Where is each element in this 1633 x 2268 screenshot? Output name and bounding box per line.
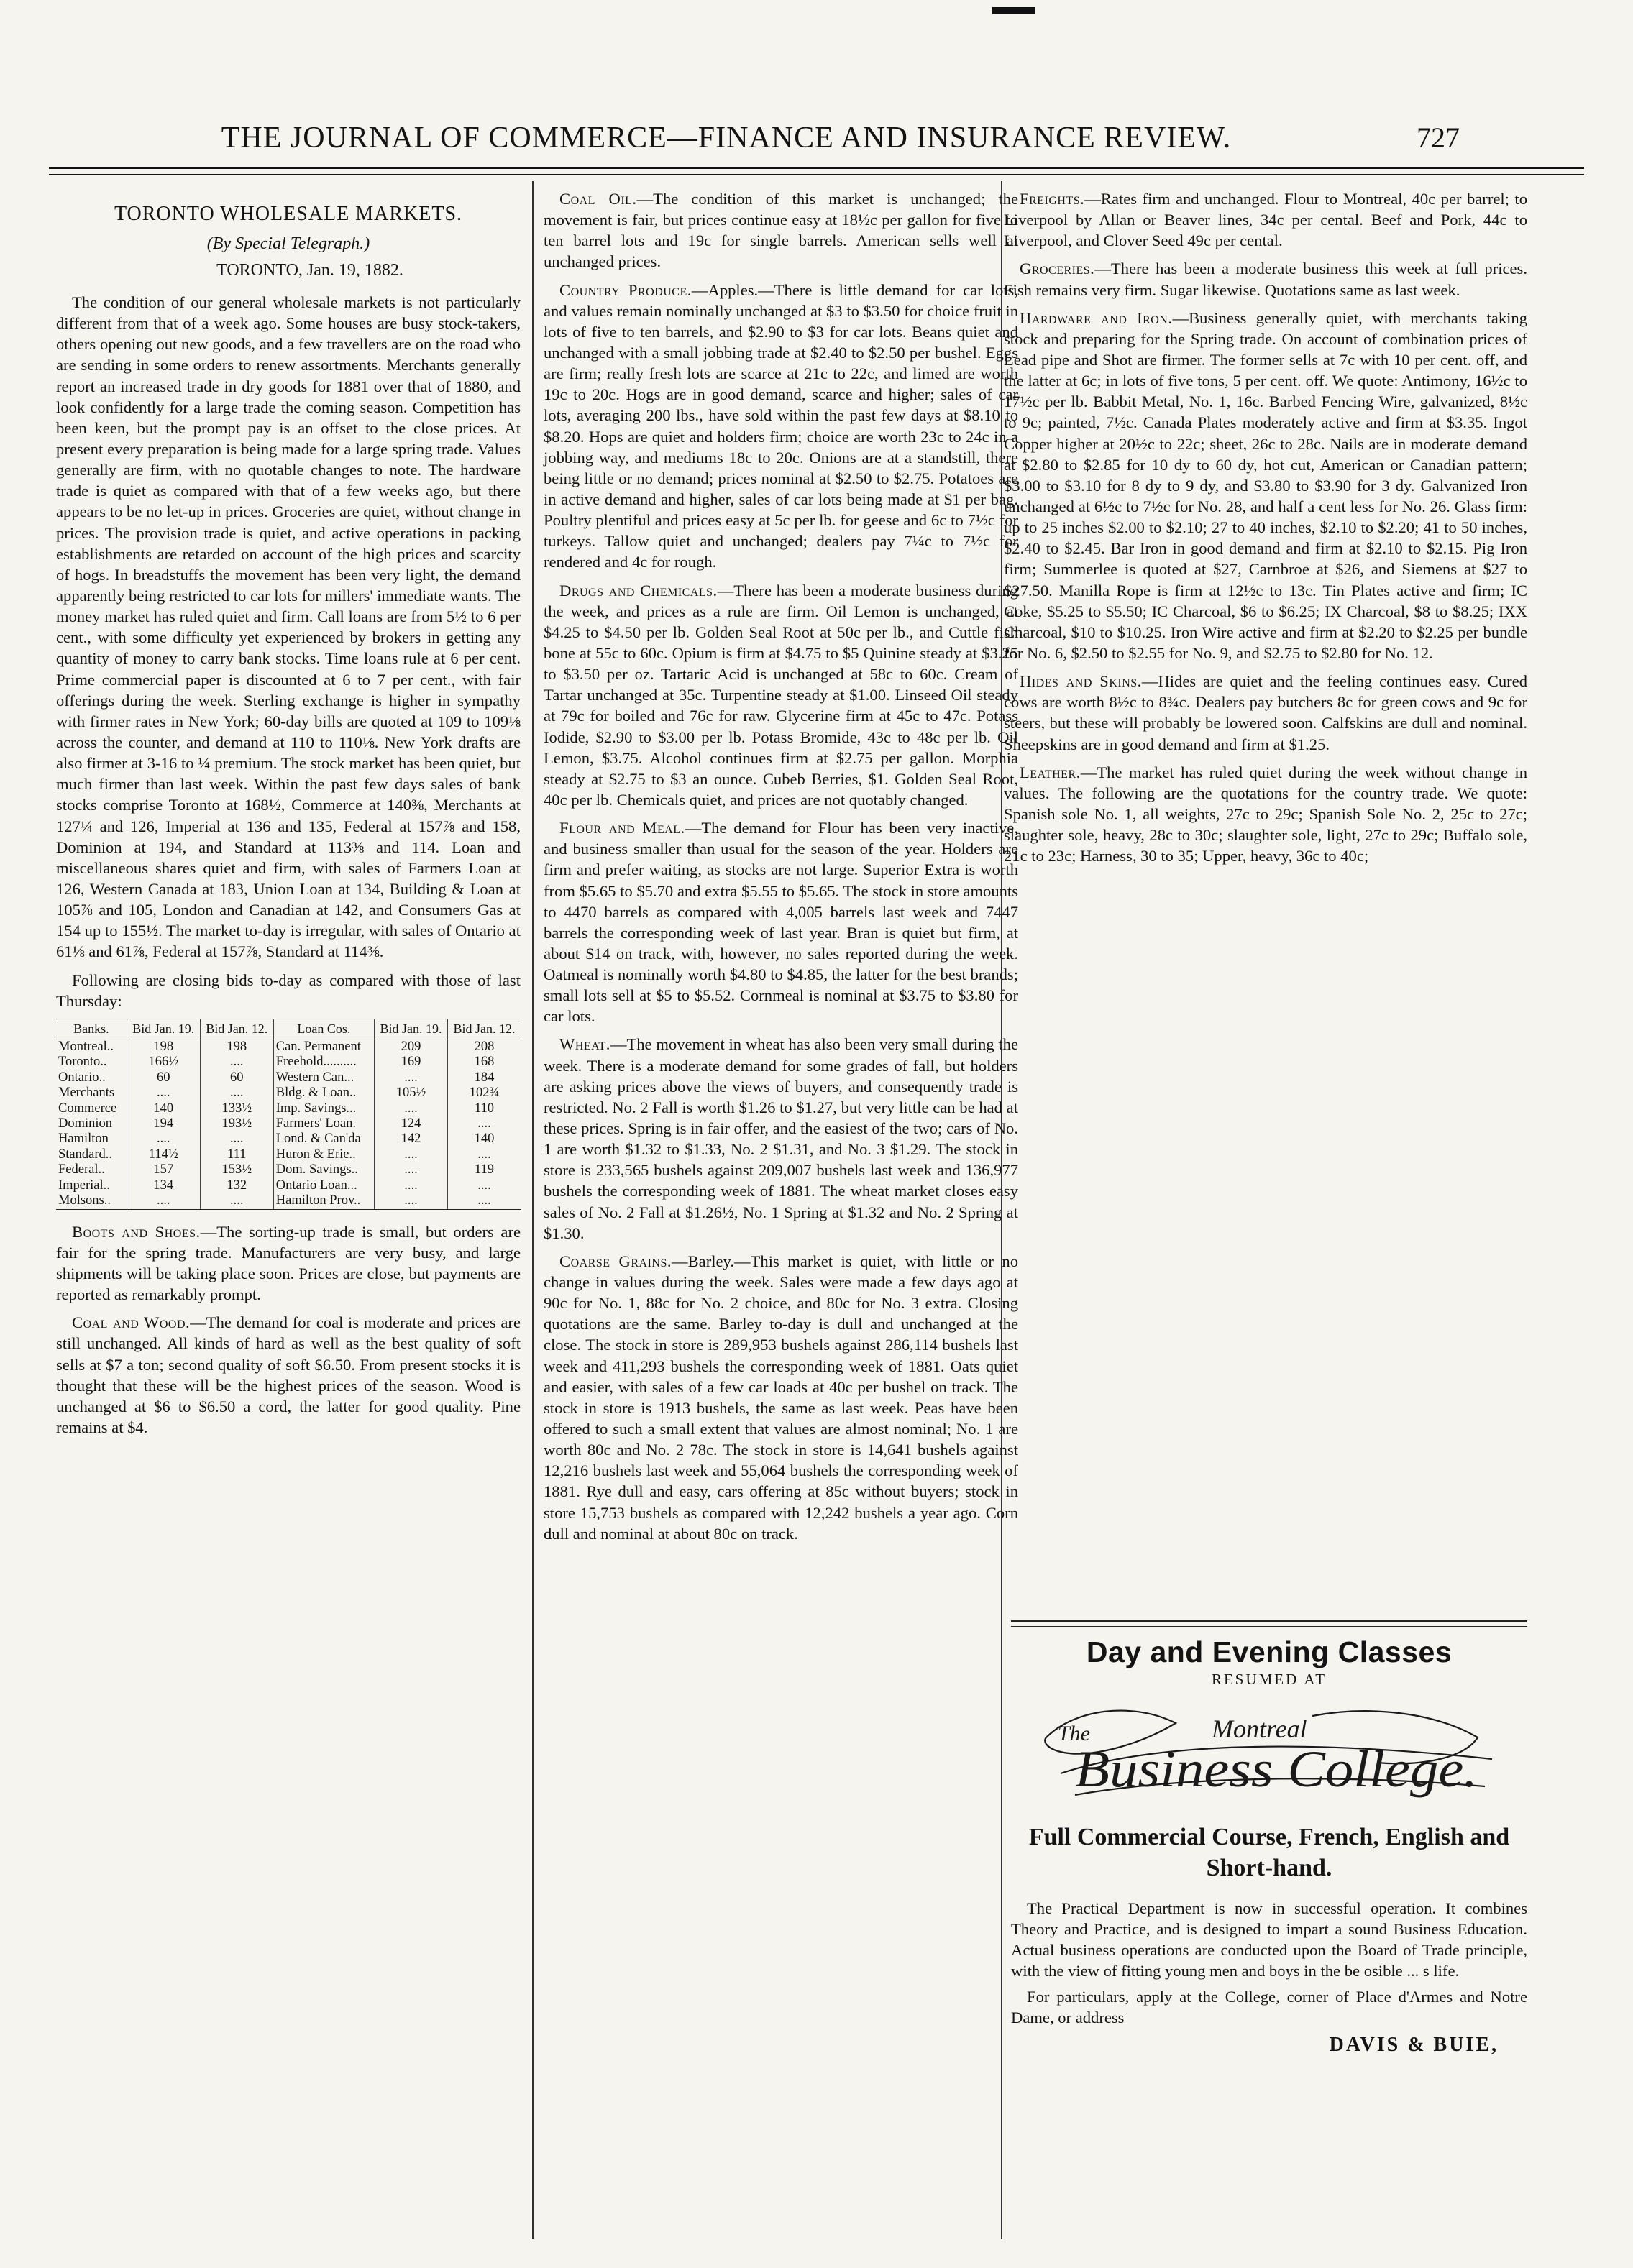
section-flour-and-meal: Flour and Meal.—The demand for Flour has been very inactive, and business smaller than usual for the season of the year. Holders are firm and prefer waiting, as stocks are not large. Superior Extra is worth from $5.65 to $5.70 and extra $5.55 to $5.65. The stock in store amounts to 4470 barrels as compared with 4,005 barrels last week and 7447 barrels the corresponding week of last year. Bran is quiet but firm, at about $14 on track, with, however, no sales reported during the week. Oatmeal is nominally worth $4.80 to $4.85, the latter for the best brands; small lots sell at $5 to $5.52. Cornmeal is nominal at $3.75 to $3.80 for car lots. xyxy=(544,819,1018,1026)
section-hides-and-skins: Hides and Skins.—Hides are quiet and the feeling continues easy. Cured cows are worth 8½c to 8¾c. Dealers pay butchers 8c for green cows and 9c for steers, but these will probably be lowered soon. Calfskins are dull and nominal. Sheepskins are in good demand and firm at $1.25. xyxy=(1004,672,1527,753)
section-head: Flour and Meal. xyxy=(559,819,685,837)
bank-cell: Montreal.. xyxy=(56,1039,127,1055)
loan-bid-jan-12-cell: .... xyxy=(477,1177,491,1193)
print-mark xyxy=(992,7,1035,14)
header-rule xyxy=(49,167,1584,169)
bank-bid-jan-12-cell: .... xyxy=(200,1055,273,1070)
loan-co-cell: Huron & Erie.. xyxy=(273,1147,374,1162)
loan-co-cell: Dom. Savings.. xyxy=(273,1162,374,1177)
loan-co-cell: Imp. Savings... xyxy=(273,1101,374,1116)
loan-bid-jan-19-cell: .... xyxy=(375,1070,448,1085)
section-coarse-grains: Coarse Grains.—Barley.—This market is quiet, with little or no change in values during the week. Sales were made a few days ago at 90c for No. 1, 88c for No. 2 choice, and 80c for No. 3 extra. Closing quotations are the same. Barley to-day is dull and unchanged at the close. The stock in store is 289,953 bushels against 286,114 bushels last week and 411,293 bushels the corresponding week of 1881. Oats quiet and easier, with sales of a few car loads at 40c per bushel on track. The stock in store is 1913 bushels, the same as last week. Peas have been offered to such a small extent that values are almost nominal; No. 1 are worth 80c and No. 2 78c. The stock in store is 14,641 bushels against 12,216 bushels last week and 55,064 bushels the corresponding week of 1881. Rye dull and easy, cars offering at 85c without buyers; stock in store 15,753 bushels as compared with 12,242 bushels a year ago. Corn dull and nominal at about 80c on track. xyxy=(544,1252,1018,1543)
bank-cell: Merchants xyxy=(56,1085,127,1101)
advertisement-rule xyxy=(1011,1626,1527,1627)
page-header-title: THE JOURNAL OF COMMERCE—FINANCE AND INSURANCE REVIEW. xyxy=(221,121,1232,155)
table-row xyxy=(56,1070,521,1085)
bank-bid-jan-19-cell: 194 xyxy=(127,1116,200,1131)
section-country-produce: Country Produce.—Apples.—There is little demand for car lots, and values remain nominally unchanged at $3 to $3.50 for choice fruit in lots of five to ten barrels, and $2.90 to $3 for car lots. Beans quiet and unchanged with a small jobbing trade at $2.40 to $2.50 per bushel. Eggs are firm; really fresh lots are scarce at 21c to 22c, and limed are worth 19c to 20c. Hogs are in good demand, scarce and higher; sales of car lots, averaging 200 lbs., have sold within the past few days at $8.10 to $8.20. Hops are quiet and holders firm; choice are worth 23c to 24c in a jobbing way, and mediums 18c to 20c. Onions are at a standstill, there being little or no demand; prices nominal at $2.50 to $2.75. Potatoes are in active demand and higher, sales of car lots being made at $1 per bag. Poultry plentiful and prices easy at 5c per lb. for geese and 6c to 7½c for turkeys. Tallow quiet and unchanged; dealers pay 7¼c to 7½c for rendered and 4c for rough. xyxy=(544,280,1018,571)
header-rule-thin xyxy=(49,174,1584,175)
bank-bid-jan-12-cell: .... xyxy=(200,1131,273,1147)
section-drugs-and-chemicals: Drugs and Chemicals.—There has been a moderate business during the week, and prices as a rule are firm. Oil Lemon is unchanged, at $4.25 to $4.50 per lb. Golden Seal Root at 50c per lb., and Cuttle fish bone at 55c to 60c. Opium is firm at $4.75 to $5 Quinine steady at $3.25 to $3.50 per oz. Tartaric Acid is unchanged at 58c to 60c. Cream of Tartar unchanged at 35c. Turpentine steady at $1.00. Linseed Oil steady at 79c for boiled and 76c for raw. Glycerine firm at 45c to 47c. Potass Iodide, $2.90 to $3.00 per lb. Potass Bromide, 43c to 48c per lb. Oil Lemon, $3.75. Alcohol continues firm at $2.75 per gallon. Morphia steady at $2.75 to $3 an ounce. Cubeb Berries, $1. Golden Seal Root, 40c per lb. Chemicals quiet, and prices are not quotably changed. xyxy=(544,581,1018,809)
loan-bid-jan-19-cell: 142 xyxy=(375,1131,448,1147)
svg-text:The: The xyxy=(1058,1722,1090,1745)
loan-bid-jan-19-cell: 169 xyxy=(375,1055,448,1070)
section-coal-and-wood: Coal and Wood.—The demand for coal is moderate and prices are still unchanged. All kinds of hard as well as the best quality of soft sells at $7 a ton; second quality of soft $6.50. From present stocks it is thought that these will be the highest prices of the season. Wood is unchanged at $6 to $6.50 a cord, the latter for good quality. Pine remains at $4. xyxy=(56,1313,521,1436)
header-loan-bid-jan-12: Bid Jan. 12. xyxy=(448,1019,521,1039)
section-head: Coal Oil. xyxy=(559,190,637,208)
bank-bid-jan-12-cell: .... xyxy=(200,1085,273,1101)
header-banks: Banks. xyxy=(56,1019,127,1039)
section-coal-oil: Coal Oil.—The condition of this market is unchanged; the movement is fair, but prices continue easy at 18½c per gallon for five to ten barrel lots and 19c for single barrels. American sells well at unchanged prices. xyxy=(544,190,1018,271)
header-loan-bid-jan-19: Bid Jan. 19. xyxy=(375,1019,448,1039)
bank-bid-jan-19-cell: .... xyxy=(127,1085,200,1101)
section-head: Freights. xyxy=(1020,190,1085,208)
bids-table xyxy=(56,1019,521,1210)
loan-bid-jan-19-cell: .... xyxy=(375,1162,448,1177)
loan-co-cell: Western Can... xyxy=(273,1070,374,1085)
ad-subtitle: RESUMED AT xyxy=(1211,1671,1327,1688)
column-divider xyxy=(532,181,534,2239)
section-boots-and-shoes: Boots and Shoes.—The sorting-up trade is small, but orders are fair for the spring trade. Manufacturers are very busy, and large shipments will be taking place soon. Prices are close, but payments are reported as remarkably prompt. xyxy=(56,1222,521,1304)
bids-table-body xyxy=(56,1039,521,1209)
bank-cell: Toronto.. xyxy=(56,1055,127,1070)
loan-bid-jan-12-cell: 208 xyxy=(474,1039,495,1054)
ad-signature: DAVIS & BUIE, xyxy=(1329,2033,1499,2056)
section-groceries: Groceries.—There has been a moderate business this week at full prices. Fish remains very firm. Sugar likewise. Quotations same as last week. xyxy=(1004,260,1527,299)
bank-bid-jan-19-cell: 134 xyxy=(127,1178,200,1193)
loan-co-cell: Ontario Loan... xyxy=(273,1178,374,1193)
loan-co-cell: Hamilton Prov.. xyxy=(273,1193,374,1209)
section-head: Leather. xyxy=(1020,763,1081,781)
college-logo xyxy=(1032,1694,1506,1809)
table-row xyxy=(56,1085,521,1101)
page-number: 727 xyxy=(1417,121,1460,154)
bank-cell: Imperial.. xyxy=(56,1178,127,1193)
bank-cell: Dominion xyxy=(56,1116,127,1131)
bank-bid-jan-12-cell: 111 xyxy=(200,1147,273,1162)
article-title: TORONTO WHOLESALE MARKETS. xyxy=(114,203,463,225)
header-loan-cos: Loan Cos. xyxy=(273,1019,374,1039)
section-text: The movement in wheat has also been very small during the week. There is a moderate demand for some grades of fall, but holders are asking prices above the views of buyers, and consequently trade is restricted. No. 2 Fall is worth $1.26 to $1.27, but very little can be had at these prices. Spring is in fair offer, and the easiest of the two; cars of No. 1 are worth $1.32 to $1.33, No. 2 $1.31, and No. 3 $1.29. The stock in store is 233,565 bushels against 209,007 bushels last week and 136,977 bushels the corresponding week of 1881. The wheat market closes easy sales of No. 2 Fall at $1.26½, No. 1 Spring at $1.32 and No. 2 Spring at $1.30. xyxy=(544,1035,1018,1242)
section-head: Coarse Grains. xyxy=(559,1252,672,1270)
section-text: There has been a moderate business during the week, and prices as a rule are firm. Oil Lemon is unchanged, at $4.25 to $4.50 per lb. Golden Seal Root at 50c per lb., and Cuttle fish bone at 55c to 60c. Opium is firm at $4.75 to $5 Quinine steady at $3.25 to $3.50 per oz. Tartaric Acid is unchanged at 58c to 60c. Cream of Tartar unchanged at 35c. Turpentine steady at $1.00. Linseed Oil steady at 79c for boiled and 76c for raw. Glycerine firm at 45c to 47c. Potass Iodide, $2.90 to $3.00 per lb. Potass Bromide, 43c to 48c per lb. Oil Lemon, $3.75. Alcohol continues firm at $2.75 per gallon. Morphia steady at $2.75 to $3 an ounce. Cubeb Berries, $1. Golden Seal Root, 40c per lb. Chemicals quiet, and prices are not quotably changed. xyxy=(544,581,1018,809)
loan-co-cell: Farmers' Loan. xyxy=(273,1116,374,1131)
bank-cell: Standard.. xyxy=(56,1147,127,1162)
section-wheat: Wheat.—The movement in wheat has also been very small during the week. There is a moderate demand for some grades of fall, but holders are asking prices above the views of buyers, and consequently trade is restricted. No. 2 Fall is worth $1.26 to $1.27, but very little can be had at these prices. Spring is in fair offer, and the easiest of the two; cars of No. 1 are worth $1.32 to $1.33, No. 2 $1.31, and No. 3 $1.29. The stock in store is 233,565 bushels against 209,007 bushels last week and 136,977 bushels the corresponding week of 1881. The wheat market closes easy sales of No. 2 Fall at $1.26½, No. 1 Spring at $1.32 and No. 2 Spring at $1.30. xyxy=(544,1035,1018,1242)
section-leather: Leather.—The market has ruled quiet during the week without change in values. The following are the quotations for the country trade. We quote: Spanish sole No. 1, all weights, 27c to 29c; Spanish Sole No. 2, 25c to 27c; slaughter sole, heavy, 28c to 30c; slaughter sole, light, 27c to 29c; Buffalo sole, 21c to 23c; Harness, 30 to 35; Upper, heavy, 36c to 40c; xyxy=(1004,763,1527,866)
section-text: Rates firm and unchanged. Flour to Montreal, 40c per barrel; to Liverpool by Allan or Beaver lines, 34c per cental. Beef and Pork, 44c to Liverpool, and Clover Seed 49c per cental. xyxy=(1004,190,1527,250)
section-head: Drugs and Chemicals. xyxy=(559,581,718,600)
bank-cell: Commerce xyxy=(56,1101,127,1116)
bank-bid-jan-19-cell: .... xyxy=(127,1131,200,1147)
loan-bid-jan-12-cell: 184 xyxy=(474,1070,495,1085)
advertisement-rule xyxy=(1011,1620,1527,1622)
section-text: The demand for Flour has been very inactive, and business smaller than usual for the season of the year. Holders are firm and prefer waiting, as stocks are not large. Superior Extra is worth from $5.65 to $5.70 and extra $5.55 to $5.65. The stock in store amounts to 4470 barrels as compared with 4,005 barrels last week and 7447 barrels the corresponding week of last year. Bran is quiet but firm, at about $14 on track, with, however, no sales reported during the week. Oatmeal is nominally worth $4.80 to $4.85, the latter for the best brands; small lots sell at $5 to $5.52. Cornmeal is nominal at $3.75 to $3.80 for car lots. xyxy=(544,819,1018,1026)
bank-cell: Ontario.. xyxy=(56,1070,127,1085)
bank-cell: Federal.. xyxy=(56,1162,127,1177)
ad-contact: For particulars, apply at the College, corner of Place d'Armes and Notre Dame, or address xyxy=(1011,1987,1527,2026)
loan-bid-jan-12-cell: 140 xyxy=(474,1131,495,1147)
section-text: The market has ruled quiet during the week without change in values. The following are the quotations for the country trade. We quote: Spanish sole No. 1, all weights, 27c to 29c; Spanish Sole No. 2, 25c to 27c; slaughter sole, heavy, 28c to 30c; slaughter sole, light, 27c to 29c; Buffalo sole, 21c to 23c; Harness, 30 to 35; Upper, heavy, 36c to 40c; xyxy=(1004,763,1527,866)
loan-bid-jan-12-cell: 168 xyxy=(474,1055,495,1070)
bank-bid-jan-19-cell: 166½ xyxy=(127,1055,200,1070)
section-head: Wheat. xyxy=(559,1035,610,1054)
section-head: Country Produce. xyxy=(559,280,692,299)
table-row xyxy=(56,1178,521,1193)
article-intro: The condition of our general wholesale markets is not particularly different from that of a week ago. Some houses are busy stock-takers, others opening out new goods, and a few travellers are on the road who are sending in some orders to renew assortments. Merchants generally report an increased trade in dry goods for 1881 over that of 1880, and look confidently for a large trade the coming season. Competition has been keen, but the prompt pay is an offset to the close prices. At present every preparation is being made for a large spring trade. Values generally are firm, with no quotable changes to note. The hardware trade is quiet as compared with that of a few weeks ago, but there appears to be no let-up in prices. Groceries are quiet, without change in prices. The provision trade is quiet, and active operations in packing establishments are retarded on account of the high prices and scarcity of hogs. In breadstuffs the movement has been very light, the demand apparently being restricted to car lots for millers' immediate wants. The money market has ruled quiet and firm. Call loans are from 5½ to 6 per cent., with some difficulty yet experienced by brokers in getting any quantity of money to carry bank stocks. Time loans rule at 6 per cent. Prime commercial paper is discounted at 6 to 7 per cent., with fair offerings during the week. Sterling exchange is higher in sympathy with firmer rates in New York; 60-day bills are quoted at 109 to 109⅛ across the counter, and demand at 110 to 110⅛. New York drafts are also firmer at 3-16 to ¼ premium. The stock market has been quiet, but much firmer than last week. Within the past few days sales of bank stocks comprise Toronto at 168½, Commerce at 140⅜, Merchants at 127¼ and 126, Imperial at 136 and 135, Federal at 157⅞ and 158, Dominion at 194, and Standard at 113⅜ and 114. Loan and miscellaneous shares quiet and firm, with sales of Farmers Loan at 126, Western Canada at 183, Union Loan at 134, Building & Loan at 105⅞ and 105, London and Canadian at 142, and Consumers Gas at 154 up to 155½. The market to-day is irregular, with sales of Ontario at 61⅛ and 61⅞, Federal at 157⅞, Standard at 114⅜. xyxy=(56,293,521,961)
table-header-row xyxy=(56,1019,521,1039)
section-text: Apples.—There is little demand for car lots, and values remain nominally unchanged at $3 to $3.50 for choice fruit in lots of five to ten barrels, and $2.90 to $3 for car lots. Beans quiet and unchanged with a small jobbing trade at $2.40 to $2.50 per bushel. Eggs are firm; really fresh lots are scarce at 21c to 22c, and limed are worth 19c to 20c. Hogs are in good demand, scarce and higher; sales of car lots, averaging 200 lbs., have sold within the past few days at $8.10 to $8.20. Hops are quiet and holders firm; choice are worth 23c to 24c in a jobbing way, and mediums 18c to 20c. Onions are at a standstill, there being little or no demand; prices nominal at $2.50 to $2.75. Potatoes are in active demand and higher, sales of car lots being made at $1 per bag. Poultry plentiful and prices easy at 5c per lb. for geese and 6c to 7½c for turkeys. Tallow quiet and unchanged; dealers pay 7¼c to 7½c for rendered and 4c for rough. xyxy=(544,280,1018,571)
bank-cell: Molsons.. xyxy=(56,1193,127,1209)
table-intro: Following are closing bids to-day as compared with those of last Thursday: xyxy=(56,970,521,1010)
loan-bid-jan-19-cell: 105½ xyxy=(375,1085,448,1101)
section-head: Hides and Skins. xyxy=(1020,672,1142,691)
section-text: The sorting-up trade is small, but orders are fair for the spring trade. Manufacturers are very busy, and large shipments will be taking place soon. Prices are close, but payments are reported as remarkably prompt. xyxy=(56,1222,521,1304)
table-row xyxy=(56,1039,521,1055)
column-1 xyxy=(56,188,521,1445)
bank-bid-jan-19-cell: .... xyxy=(127,1193,200,1209)
loan-bid-jan-12-cell: 110 xyxy=(474,1101,495,1116)
bank-bid-jan-12-cell: 60 xyxy=(200,1070,273,1085)
bank-bid-jan-12-cell: .... xyxy=(200,1193,273,1209)
section-text: The condition of this market is unchanged; the movement is fair, but prices continue easy at 18½c per gallon for five to ten barrel lots and 19c for single barrels. American sells well at unchanged prices. xyxy=(544,190,1018,271)
loan-bid-jan-19-cell: .... xyxy=(375,1193,448,1209)
svg-text:Business College.: Business College. xyxy=(1075,1740,1478,1798)
ad-title: Day and Evening Classes xyxy=(1086,1635,1453,1668)
table-row xyxy=(56,1147,521,1162)
header-bid-jan-19: Bid Jan. 19. xyxy=(127,1019,200,1039)
loan-co-cell: Can. Permanent xyxy=(273,1039,374,1055)
bank-cell: Hamilton xyxy=(56,1131,127,1147)
article-subtitle: (By Special Telegraph.) xyxy=(206,234,370,254)
loan-bid-jan-12-cell: .... xyxy=(477,1147,491,1162)
section-head: Coal and Wood. xyxy=(72,1313,191,1332)
section-head: Hardware and Iron. xyxy=(1020,308,1173,327)
section-head: Groceries. xyxy=(1020,260,1095,278)
bank-bid-jan-19-cell: 198 xyxy=(127,1039,200,1055)
header-bid-jan-12: Bid Jan. 12. xyxy=(200,1019,273,1039)
ad-course: Full Commercial Course, French, English and Short-hand. xyxy=(1028,1824,1510,1881)
section-text: Business generally quiet, with merchants taking stock and preparing for the Spring trade. On account of combination prices of Lead pipe and Shot are firmer. The former sells at 7c with 10 per cent. off, and the latter at 6c; in lots of five tons, 5 per cent. off. We quote: Antimony, 16½c to 17½c per lb. Babbit Metal, No. 1, 16c. Barbed Fencing Wire, galvanized, 8½c to 9c; painted, 7½c. Canada Plates moderately active and firm at $3.35. Ingot Copper higher at 20½c to 22c; sheet, 26c to 28c. Nails are in moderate demand at $2.80 to $2.85 for 10 dy to 60 dy, hot cut, American or Canadian pattern; $3.00 to $3.10 for 8 dy to 9 dy, and $3.80 to $3.90 for 3 dy. Galvanized Iron unchanged at 6½c to 7½c for No. 28, and half a cent less for No. 26. Glass firm: up to 25 inches $2.00 to $2.10; 27 to 40 inches, $2.10 to $2.20; 41 to 50 inches, $2.40 to $2.45. Bar Iron in good demand and firm at $2.10 to $2.15. Pig Iron firm; Summerlee is quoted at $27, Carnbroe at $26, and Siemens at $27 to $27.50. Manilla Rope is firm at 12½c to 13c. Tin Plates active and firm; IC Coke, $5.25 to $5.50; IC Charcoal, $6 to $6.25; IX Charcoal, $8 to $8.25; IXX Charcoal, $10 to $10.25. Iron Wire active and firm at $2.20 to $2.25 per bundle for No. 6, $2.50 to $2.55 for No. 9, and $2.75 to $2.80 for No. 12. xyxy=(1004,308,1527,662)
column-3 xyxy=(1004,188,1527,873)
bank-bid-jan-19-cell: 140 xyxy=(127,1101,200,1116)
bank-bid-jan-19-cell: 60 xyxy=(127,1070,200,1085)
bank-bid-jan-12-cell: 198 xyxy=(200,1039,273,1055)
table-row xyxy=(56,1116,521,1131)
bank-bid-jan-19-cell: 157 xyxy=(127,1162,200,1177)
ad-body: The Practical Department is now in successful operation. It combines Theory and Practice, and is designed to impart a sound Business Education. Actual business operations are conducted upon the Board of Trade principle, with the view of fitting young men and boys in the be osible ... s life. xyxy=(1011,1899,1527,1980)
bank-bid-jan-19-cell: 114½ xyxy=(127,1147,200,1162)
section-head: Boots and Shoes. xyxy=(72,1222,201,1241)
bank-bid-jan-12-cell: 153½ xyxy=(200,1162,273,1177)
college-advertisement xyxy=(1011,1635,1527,2057)
section-text: There has been a moderate business this week at full prices. Fish remains very firm. Sugar likewise. Quotations same as last week. xyxy=(1004,260,1527,299)
loan-bid-jan-19-cell: 124 xyxy=(375,1116,448,1131)
loan-bid-jan-12-cell: 102¾ xyxy=(469,1085,500,1101)
column-2 xyxy=(544,188,1018,1551)
table-row xyxy=(56,1193,521,1209)
loan-bid-jan-19-cell: .... xyxy=(375,1147,448,1162)
loan-co-cell: Bldg. & Loan.. xyxy=(273,1085,374,1101)
loan-bid-jan-12-cell: .... xyxy=(448,1193,521,1209)
loan-bid-jan-19-cell: .... xyxy=(375,1178,448,1193)
svg-text:Montreal: Montreal xyxy=(1212,1714,1307,1743)
bank-bid-jan-12-cell: 133½ xyxy=(200,1101,273,1116)
loan-bid-jan-19-cell: 209 xyxy=(375,1039,448,1055)
table-row xyxy=(56,1162,521,1177)
table-row xyxy=(56,1055,521,1070)
section-hardware-and-iron: Hardware and Iron.—Business generally quiet, with merchants taking stock and preparing for the Spring trade. On account of combination prices of Lead pipe and Shot are firmer. The former sells at 7c with 10 per cent. off, and the latter at 6c; in lots of five tons, 5 per cent. off. We quote: Antimony, 16½c to 17½c per lb. Babbit Metal, No. 1, 16c. Barbed Fencing Wire, galvanized, 8½c to 9c; painted, 7½c. Canada Plates moderately active and firm at $3.35. Ingot Copper higher at 20½c to 22c; sheet, 26c to 28c. Nails are in moderate demand at $2.80 to $2.85 for 10 dy to 60 dy, hot cut, American or Canadian pattern; $3.00 to $3.10 for 8 dy to 9 dy, and $3.80 to $3.90 for 3 dy. Galvanized Iron unchanged at 6½c to 7½c for No. 28, and half a cent less for No. 26. Glass firm: up to 25 inches $2.00 to $2.10; 27 to 40 inches, $2.10 to $2.20; 41 to 50 inches, $2.40 to $2.45. Bar Iron in good demand and firm at $2.10 to $2.15. Pig Iron firm; Summerlee is quoted at $27, Carnbroe at $26, and Siemens at $27 to $27.50. Manilla Rope is firm at 12½c to 13c. Tin Plates active and firm; IC Coke, $5.25 to $5.50; IC Charcoal, $6 to $6.25; IX Charcoal, $8 to $8.25; IXX Charcoal, $10 to $10.25. Iron Wire active and firm at $2.20 to $2.25 per bundle for No. 6, $2.50 to $2.55 for No. 9, and $2.75 to $2.80 for No. 12. xyxy=(1004,308,1527,662)
loan-bid-jan-12-cell: 119 xyxy=(474,1162,495,1177)
section-text: The demand for coal is moderate and prices are still unchanged. All kinds of hard as well as the best quality of soft sells at $7 a ton; second quality of soft $6.50. From present stocks it is thought that these will be the highest prices of the season. Wood is unchanged at $6 to $6.50 a cord, the latter for good quality. Pine remains at $4. xyxy=(56,1313,521,1436)
bank-bid-jan-12-cell: 193½ xyxy=(200,1116,273,1131)
table-row xyxy=(56,1131,521,1147)
loan-bid-jan-19-cell: .... xyxy=(375,1101,448,1116)
bank-bid-jan-12-cell: 132 xyxy=(200,1178,273,1193)
table-row xyxy=(56,1101,521,1116)
section-text: Hides are quiet and the feeling continues easy. Cured cows are worth 8½c to 8¾c. Dealers pay butchers 8c for green cows and 9c for steers, but these will probably be lowered soon. Calfskins are dull and nominal. Sheepskins are in good demand and firm at $1.25. xyxy=(1004,672,1527,753)
loan-co-cell: Freehold.......... xyxy=(273,1055,374,1070)
loan-bid-jan-12-cell: .... xyxy=(477,1116,491,1131)
loan-co-cell: Lond. & Can'da xyxy=(273,1131,374,1147)
article-dateline: TORONTO, Jan. 19, 1882. xyxy=(216,261,403,280)
section-text: Barley.—This market is quiet, with little or no change in values during the week. Sales were made a few days ago at 90c for No. 1, 88c for No. 2 choice, and 80c for No. 3 extra. Closing quotations are the same. Barley to-day is dull and unchanged at the close. The stock in store is 289,953 bushels against 286,114 bushels last week and 411,293 bushels the corresponding week of 1881. Oats quiet and easier, with sales of a few car loads at 40c per bushel on track. The stock in store is 1913 bushels, the same as last week. Peas have been offered to such a small extent that values are almost nominal; No. 1 are worth 80c and No. 2 78c. The stock in store is 14,641 bushels against 12,216 bushels last week and 55,064 bushels the corresponding week of 1881. Rye dull and easy, cars offering at 85c without buyers; stock in store 15,753 bushels as compared with 12,242 bushels a year ago. Corn dull and nominal at about 80c on track. xyxy=(544,1252,1018,1543)
section-freights: Freights.—Rates firm and unchanged. Flour to Montreal, 40c per barrel; to Liverpool by Allan or Beaver lines, 34c per cental. Beef and Pork, 44c to Liverpool, and Clover Seed 49c per cental. xyxy=(1004,190,1527,250)
